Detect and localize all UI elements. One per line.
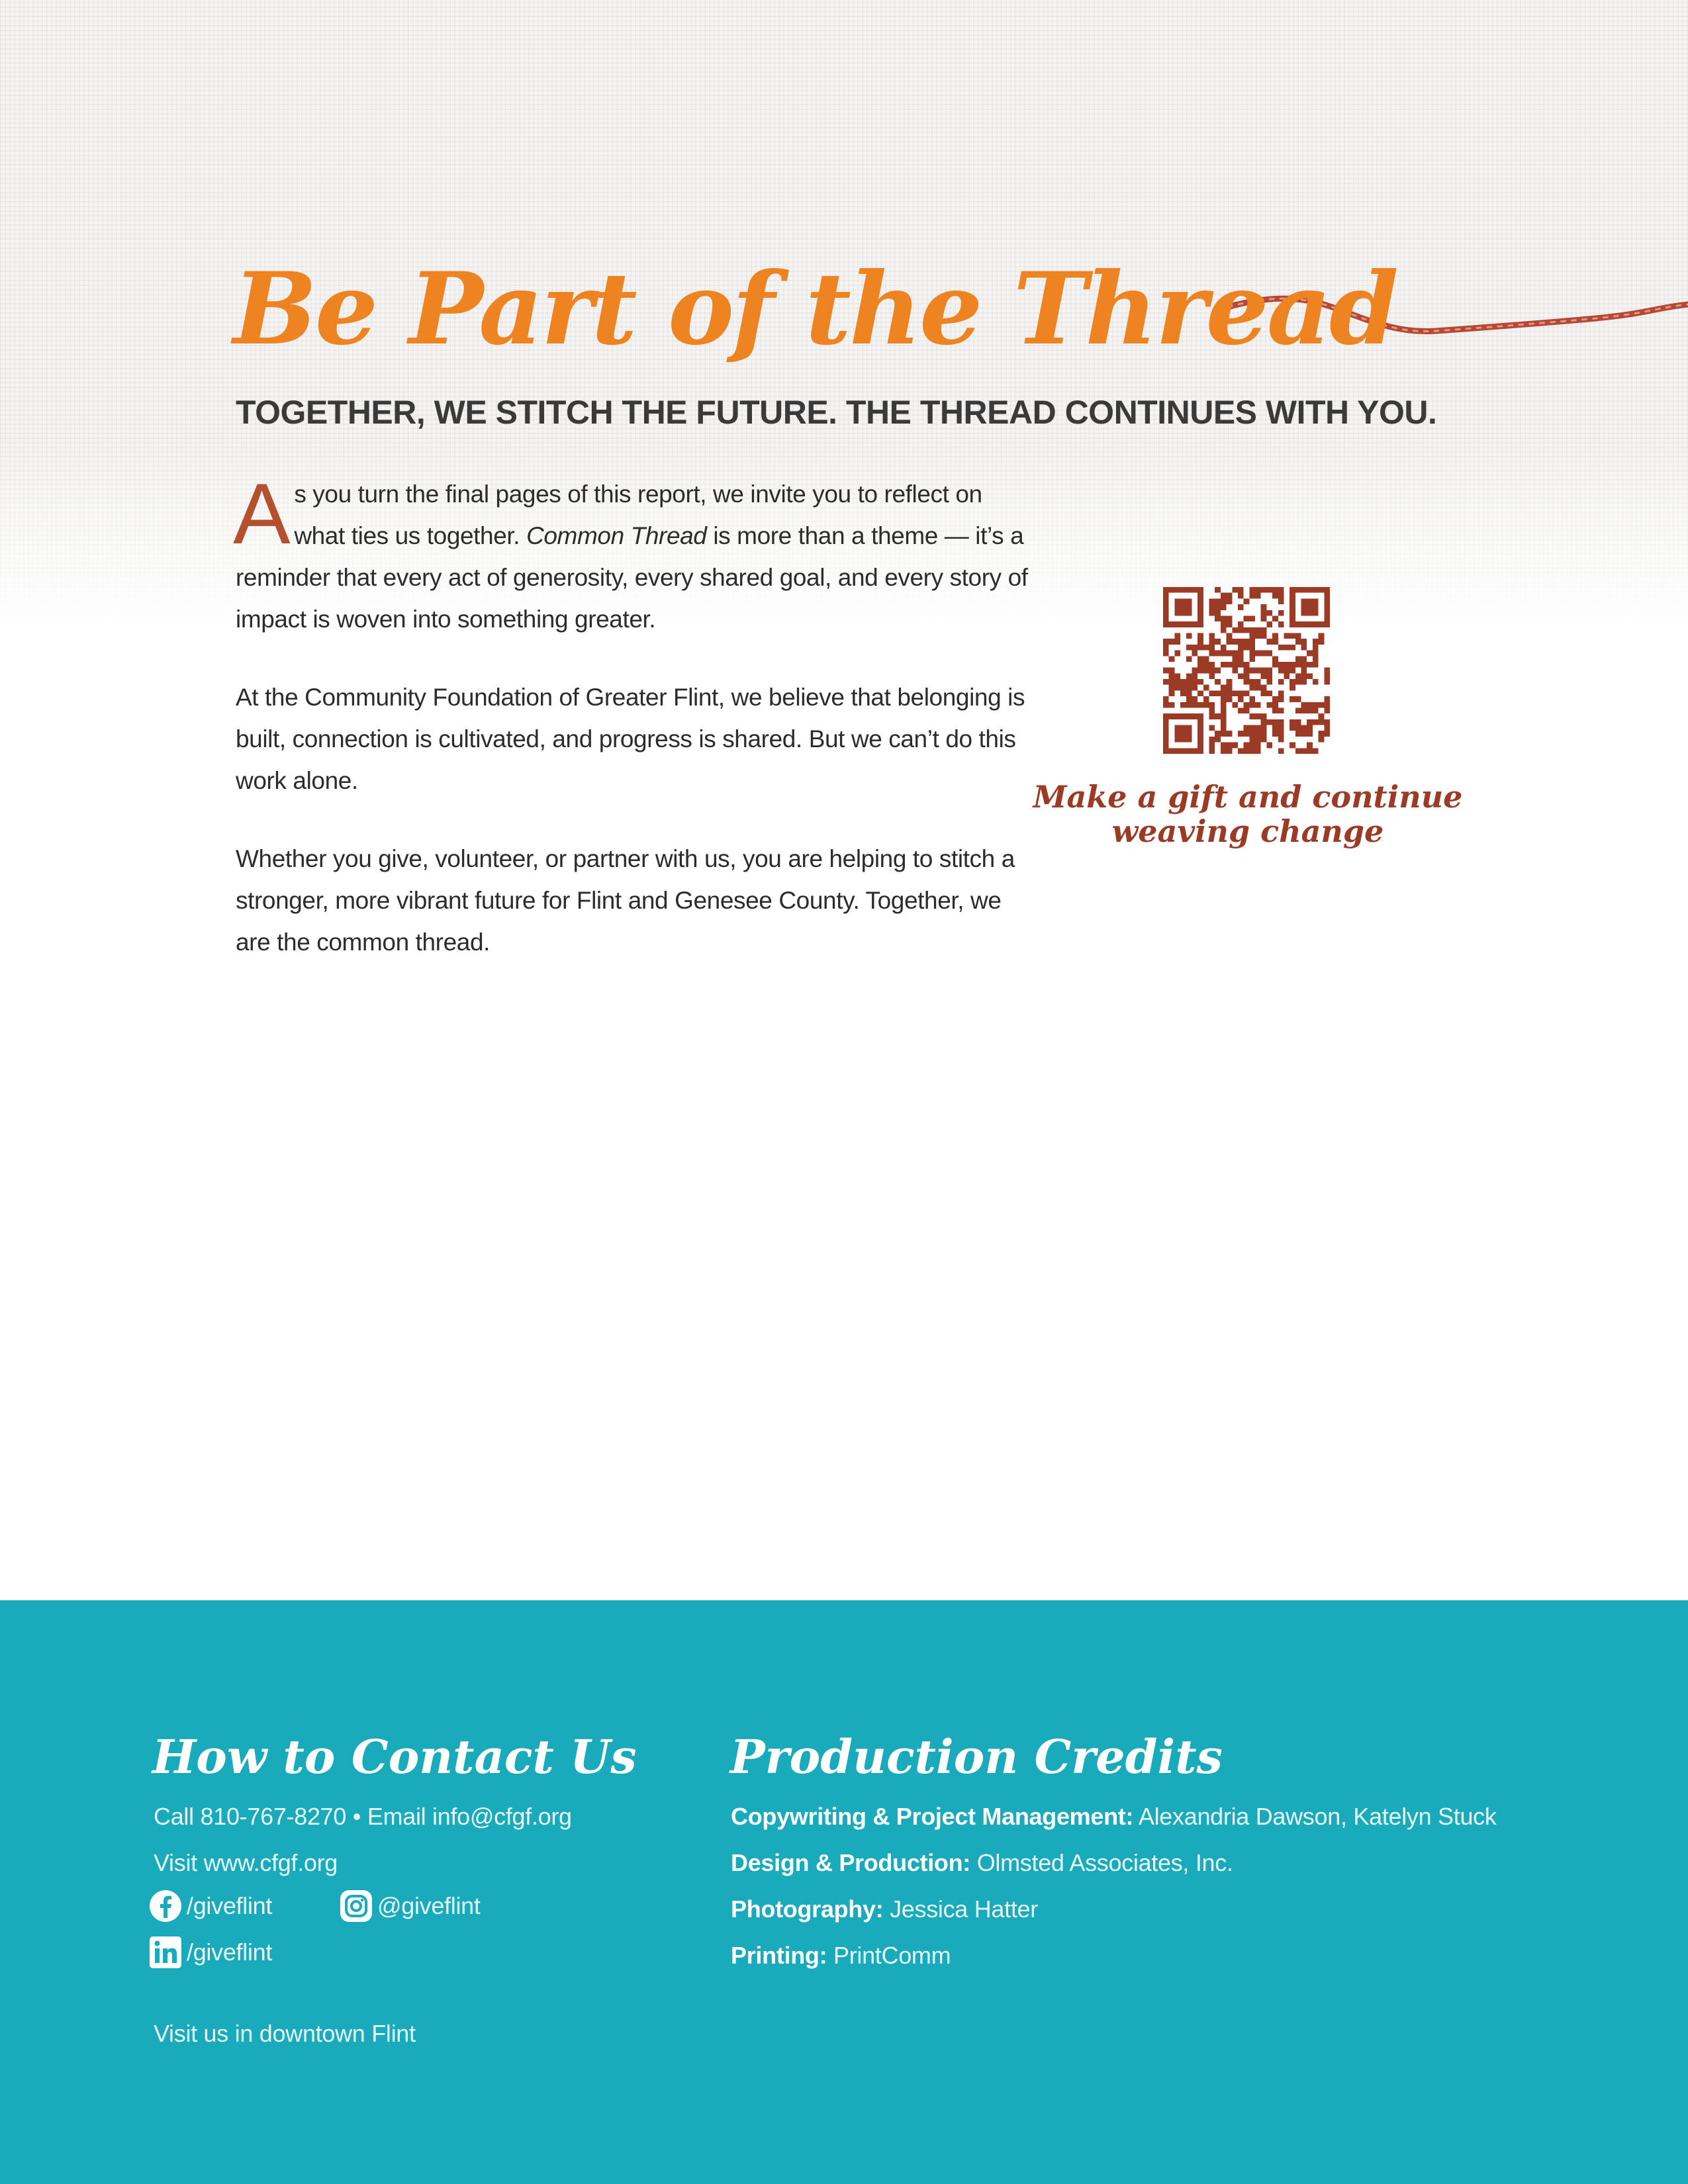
page-title: Be Part of the Thread [233,251,1397,367]
contact-phone-email[interactable]: Call 810-767-8270 • Email info@cfgf.org [154,1803,572,1830]
paragraph-give: Whether you give, volunteer, or partner with us, you are helping to stitch a stronger, more vibrant future for Flint and Genesee County. Together, we are the common thread. [236,845,1015,956]
intro-text-end: is more than a theme — it’s a reminder that every act of generosity, every shared goal, and every story of impact is woven into something greater. [236,522,1028,633]
contact-visit: Visit us in downtown Flint [154,2020,416,2047]
contact-heading: How to Contact Us [152,1729,637,1784]
linkedin-handle: /giveflint [187,1938,273,1966]
intro-paragraph [233,465,1037,640]
footer [0,1600,1688,2184]
credit-photography: Photography: Jessica Hatter [731,1895,1038,1923]
credits-heading: Production Credits [730,1729,1223,1784]
linkedin-link[interactable] [148,1935,272,1970]
credit-copywriting: Copywriting & Project Management: Alexandria Dawson, Katelyn Stuck [731,1803,1497,1830]
contact-website[interactable]: Visit www.cfgf.org [154,1849,338,1876]
intro-text-start: s you turn the final pages of this report, we invite you to reflect on what ties us together. [294,480,982,549]
page-subtitle: TOGETHER, WE STITCH THE FUTURE. THE THREAD CONTINUES WITH YOU. [236,394,1437,431]
facebook-icon [148,1889,183,1923]
facebook-link[interactable] [148,1889,272,1923]
facebook-handle: /giveflint [187,1892,273,1919]
instagram-icon [339,1889,373,1923]
credit-printing: Printing: PrintComm [731,1942,951,1969]
body-text [233,465,1037,999]
qr-call-to-action: Make a gift and continue weaving change [1033,779,1463,849]
qr-code[interactable] [1163,587,1330,754]
instagram-handle: @giveflint [377,1892,481,1919]
intro-italic: Common Thread [526,522,707,549]
credit-design: Design & Production: Olmsted Associates, Inc. [731,1849,1233,1876]
drop-cap: A [233,465,291,562]
linkedin-icon [148,1935,183,1970]
instagram-link[interactable] [339,1889,481,1923]
paragraph-belonging: At the Community Foundation of Greater Flint, we believe that belonging is built, connection is cultivated, and progress is shared. But we can’t do this work alone. [236,684,1025,794]
